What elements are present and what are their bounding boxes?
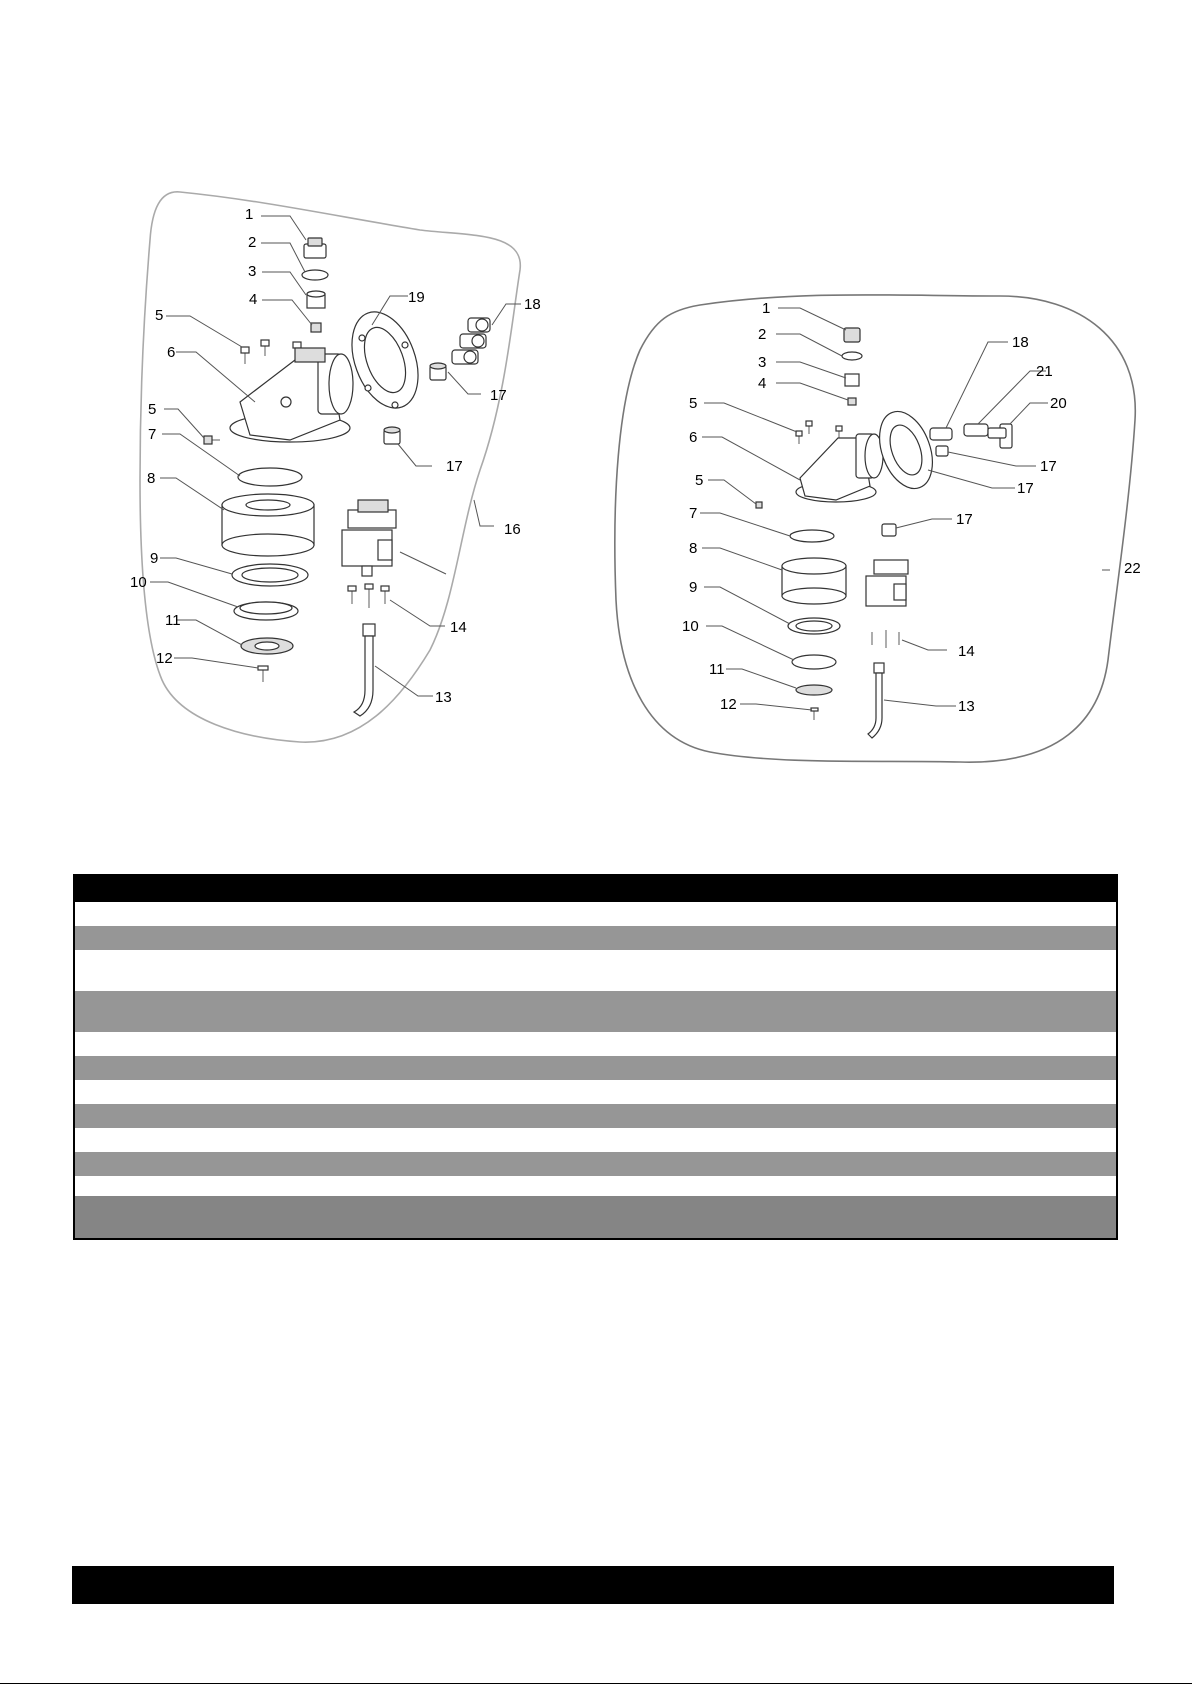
callout-label: 11 — [165, 612, 181, 629]
callout-label: 3 — [248, 263, 257, 280]
screw-icon — [258, 666, 268, 682]
callout-label: 9 — [150, 550, 159, 567]
parts-list-table — [73, 874, 1118, 1240]
valve-body-icon — [796, 434, 883, 502]
callout-label: 5 — [695, 472, 704, 489]
callout-label: 14 — [450, 619, 467, 636]
callout-label: 12 — [156, 650, 173, 667]
screw-icon — [872, 630, 899, 648]
callout-label: 5 — [155, 307, 164, 324]
screw-icon — [811, 708, 818, 720]
gasket-icon — [340, 303, 431, 417]
callout-label: 22 — [1124, 560, 1141, 577]
table-row — [75, 1056, 1116, 1080]
valve-body-icon — [230, 348, 353, 442]
part-plug-icon — [844, 328, 860, 342]
part-nut-icon — [311, 323, 321, 332]
callout-label: 17 — [490, 387, 507, 404]
callout-label: 9 — [689, 579, 698, 596]
table-row — [75, 991, 1116, 1032]
table-row — [75, 1032, 1116, 1056]
o-ring-icon — [790, 530, 834, 542]
table-row — [75, 950, 1116, 991]
diffuser-housing-icon — [782, 558, 846, 604]
callout-label: 17 — [446, 458, 463, 475]
table-row — [75, 1104, 1116, 1128]
solenoid-valve-icon — [866, 560, 908, 606]
left-assembly-outline — [140, 192, 520, 742]
callout-label: 20 — [1050, 395, 1067, 412]
callout-label: 17 — [956, 511, 973, 528]
callout-label: 10 — [682, 618, 699, 635]
callout-label: 5 — [148, 401, 157, 418]
callout-label: 8 — [147, 470, 156, 487]
part-bushing-icon — [307, 291, 325, 308]
callout-label: 6 — [689, 429, 698, 446]
o-ring-icon — [238, 468, 302, 486]
callout-label: 7 — [689, 505, 698, 522]
callout-label: 1 — [762, 300, 771, 317]
table-row — [75, 1128, 1116, 1152]
callout-label: 13 — [958, 698, 975, 715]
solenoid-valve-icon — [342, 500, 396, 576]
callout-label: 12 — [720, 696, 737, 713]
callout-label: 6 — [167, 344, 176, 361]
callout-label: 17 — [1017, 480, 1034, 497]
right-assembly — [615, 295, 1141, 762]
table-row — [75, 1176, 1116, 1196]
gasket-icon — [870, 404, 942, 496]
part-nut-icon — [848, 398, 856, 405]
table-row — [75, 926, 1116, 950]
callout-label: 11 — [709, 661, 725, 678]
disk-icon — [234, 602, 298, 620]
bottom-rule — [0, 1683, 1192, 1684]
screw-icon — [348, 584, 389, 608]
table-row — [75, 1080, 1116, 1104]
callout-label: 2 — [248, 234, 257, 251]
part-plug-icon — [304, 238, 326, 258]
left-assembly — [130, 192, 541, 742]
fitting-icon — [930, 424, 1012, 448]
callout-label: 16 — [504, 521, 521, 538]
callout-label: 18 — [1012, 334, 1029, 351]
callout-label: 1 — [245, 206, 254, 223]
callout-label: 4 — [758, 375, 767, 392]
table-row — [75, 902, 1116, 926]
exploded-parts-diagram — [0, 0, 1192, 800]
callout-label: 2 — [758, 326, 767, 343]
callout-label: 5 — [689, 395, 698, 412]
callout-label: 21 — [1036, 363, 1053, 380]
shower-screen-icon — [796, 685, 832, 695]
footer-bar — [72, 1566, 1114, 1604]
callout-label: 4 — [249, 291, 258, 308]
callout-label: 17 — [1040, 458, 1057, 475]
callout-label: 10 — [130, 574, 147, 591]
table-row — [75, 1152, 1116, 1176]
part-washer-icon — [302, 270, 328, 280]
pipe-icon — [868, 663, 884, 738]
callout-label: 13 — [435, 689, 452, 706]
callout-label: 8 — [689, 540, 698, 557]
pipe-icon — [354, 624, 375, 716]
table-header — [75, 876, 1116, 902]
right-assembly-outline — [615, 295, 1135, 762]
part-bushing-icon — [845, 374, 859, 386]
diffuser-housing-icon — [222, 494, 314, 556]
seal-ring-icon — [788, 618, 840, 634]
shower-screen-icon — [241, 638, 293, 654]
callout-label: 7 — [148, 426, 157, 443]
table-row — [75, 1196, 1116, 1238]
callout-label: 14 — [958, 643, 975, 660]
fitting-icon — [452, 318, 490, 364]
callout-label: 3 — [758, 354, 767, 371]
callout-label: 18 — [524, 296, 541, 313]
seal-ring-icon — [232, 564, 308, 586]
part-washer-icon — [842, 352, 862, 360]
disk-icon — [792, 655, 836, 669]
callout-label: 19 — [408, 289, 425, 306]
